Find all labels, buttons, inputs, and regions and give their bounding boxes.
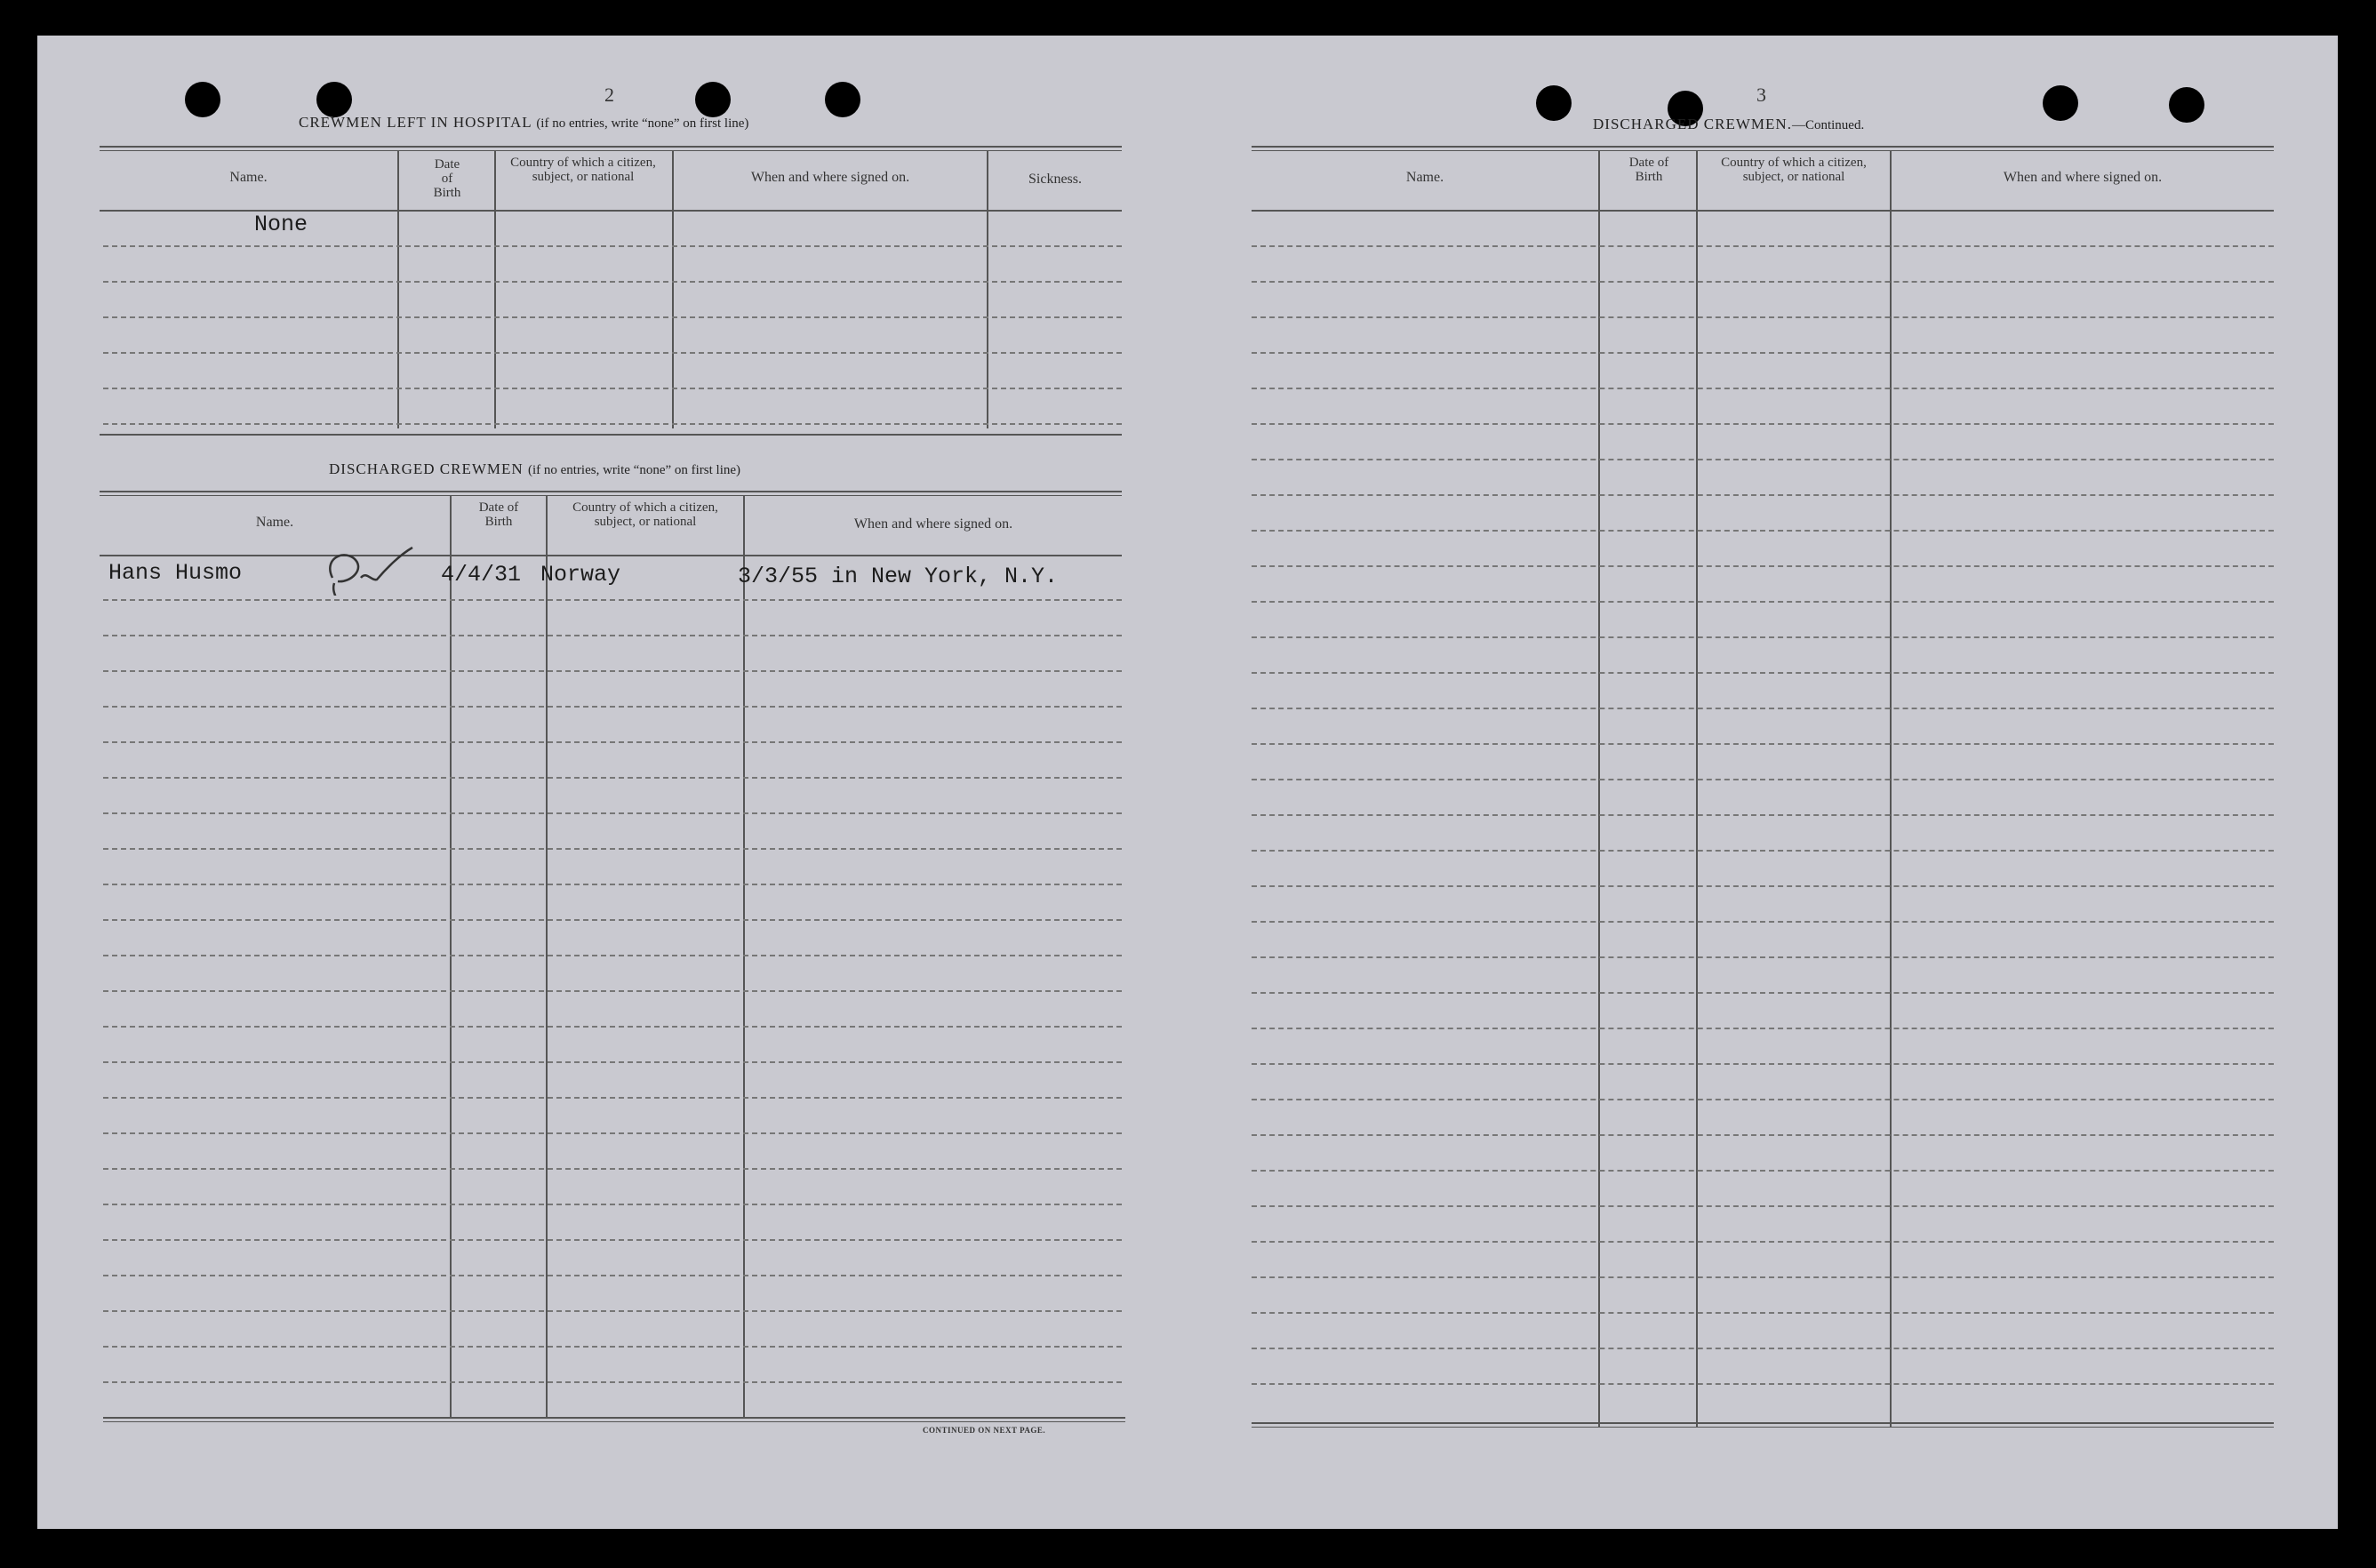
punch-hole: [825, 82, 860, 117]
ruled-line: [1252, 1028, 2274, 1029]
ruled-line: [1252, 1063, 2274, 1065]
ruled-line: [1252, 743, 2274, 745]
ruled-line: [103, 635, 1122, 636]
hospital-header-dob: Date of Birth: [433, 157, 461, 200]
hospital-header-name: Name.: [229, 170, 268, 185]
hospital-header-country: Country of which a citizen, subject, or national: [510, 156, 656, 184]
ruled-line: [1252, 1205, 2274, 1207]
discharged-top-rule: [100, 491, 1122, 492]
ruled-line: [103, 1132, 1122, 1134]
ruled-line: [1252, 423, 2274, 425]
right-header-rule: [1252, 210, 2274, 212]
handwritten-initials: [315, 542, 421, 596]
ruled-line: [1252, 956, 2274, 958]
discharged-section-title: [329, 460, 740, 478]
hospital-header-signed: When and where signed on.: [750, 170, 910, 185]
ruled-line: [103, 423, 1122, 425]
page-number: 3: [1756, 84, 1766, 106]
ruled-line: [1252, 1312, 2274, 1314]
discharged-header-country: Country of which a citizen, subject, or national: [572, 500, 718, 529]
ruled-line: [1252, 1099, 2274, 1100]
hospital-section-title: [299, 114, 748, 132]
ruled-line: [1252, 779, 2274, 780]
ruled-line: [103, 1239, 1122, 1241]
ruled-line: [103, 990, 1122, 992]
ruled-line: [103, 1168, 1122, 1170]
ruled-line: [1252, 672, 2274, 674]
ruled-line: [1252, 316, 2274, 318]
page-number: 2: [604, 84, 614, 106]
ruled-line: [1252, 708, 2274, 709]
ruled-line: [1252, 281, 2274, 283]
ruled-line: [1252, 636, 2274, 638]
column-divider: [1598, 151, 1600, 1428]
ruled-line: [1252, 494, 2274, 496]
ruled-line: [1252, 1170, 2274, 1172]
continued-title-suffix: —Continued.: [1791, 118, 1865, 132]
continued-title-text: DISCHARGED CREWMEN.: [1593, 116, 1792, 132]
ruled-line: [103, 1346, 1122, 1348]
ruled-line: [103, 1204, 1122, 1205]
punch-hole: [2169, 87, 2204, 123]
hospital-title-text: CREWMEN LEFT IN HOSPITAL: [299, 114, 532, 131]
hospital-top-rule: [100, 146, 1122, 148]
ruled-line: [1252, 814, 2274, 816]
ruled-line: [1252, 530, 2274, 532]
ruled-line: [103, 352, 1122, 354]
right-header-country: Country of which a citizen, subject, or national: [1721, 156, 1867, 184]
ruled-line: [103, 884, 1122, 885]
ruled-line: [1252, 1348, 2274, 1349]
ruled-line: [103, 281, 1122, 283]
right-header-name: Name.: [1405, 170, 1444, 185]
discharged-header-rule: [100, 555, 1122, 556]
manifest-sheet: [37, 36, 2338, 1529]
ruled-line: [1252, 601, 2274, 603]
discharged-header-signed: When and where signed on.: [853, 516, 1013, 532]
hospital-title-note: (if no entries, write “none” on first line): [536, 116, 749, 131]
ruled-line: [1252, 459, 2274, 460]
ruled-line: [103, 919, 1122, 921]
discharged-continued-title: [1593, 116, 1864, 133]
punch-hole: [316, 82, 352, 117]
right-header-signed: When and where signed on.: [2003, 170, 2163, 185]
discharged-header-dob: Date of Birth: [478, 500, 519, 529]
ruled-line: [103, 777, 1122, 779]
punch-hole: [695, 82, 731, 117]
ruled-line: [1252, 565, 2274, 567]
column-divider: [1890, 151, 1892, 1428]
ruled-line: [103, 741, 1122, 743]
ruled-line: [1252, 245, 2274, 247]
ruled-line: [103, 706, 1122, 708]
hospital-entry-none: None: [254, 212, 308, 237]
ruled-line: [103, 1275, 1122, 1276]
ruled-line: [1252, 1134, 2274, 1136]
ruled-line: [103, 812, 1122, 814]
punch-hole: [1536, 85, 1572, 121]
discharged-bottom-rule: [103, 1417, 1125, 1419]
ruled-line: [1252, 352, 2274, 354]
right-header-dob: Date of Birth: [1628, 156, 1669, 184]
ruled-line: [103, 599, 1122, 601]
ruled-line: [1252, 1241, 2274, 1243]
ruled-line: [103, 955, 1122, 956]
ruled-line: [1252, 885, 2274, 887]
ruled-line: [103, 848, 1122, 850]
column-divider: [1696, 151, 1698, 1428]
hospital-header-sickness: Sickness.: [1028, 172, 1082, 187]
crew-name: Hans Husmo: [108, 560, 243, 586]
punch-hole: [2043, 85, 2078, 121]
ruled-line: [1252, 850, 2274, 852]
ruled-line: [103, 1097, 1122, 1099]
ruled-line: [103, 1381, 1122, 1383]
ruled-line: [1252, 1276, 2274, 1278]
hospital-bottom-rule: [100, 434, 1122, 436]
ruled-line: [103, 316, 1122, 318]
ruled-line: [1252, 388, 2274, 389]
ruled-line: [1252, 992, 2274, 994]
punch-hole: [185, 82, 220, 117]
ruled-line: [103, 1061, 1122, 1063]
continued-footer: CONTINUED ON NEXT PAGE.: [923, 1426, 1046, 1435]
ruled-line: [103, 245, 1122, 247]
hospital-header-rule: [100, 210, 1122, 212]
ruled-line: [103, 1310, 1122, 1312]
crew-signed-on: 3/3/55 in New York, N.Y.: [738, 564, 1059, 589]
ruled-line: [103, 670, 1122, 672]
crew-dob: 4/4/31: [441, 562, 522, 588]
discharged-title-text: DISCHARGED CREWMEN: [329, 460, 524, 477]
ruled-line: [1252, 921, 2274, 923]
ruled-line: [1252, 1383, 2274, 1385]
ruled-line: [103, 1026, 1122, 1028]
discharged-header-name: Name.: [255, 515, 294, 530]
right-bottom-rule: [1252, 1422, 2274, 1424]
ruled-line: [103, 388, 1122, 389]
crew-country: Norway: [540, 562, 621, 588]
discharged-title-note: (if no entries, write “none” on first line): [527, 463, 741, 477]
right-top-rule: [1252, 146, 2274, 148]
